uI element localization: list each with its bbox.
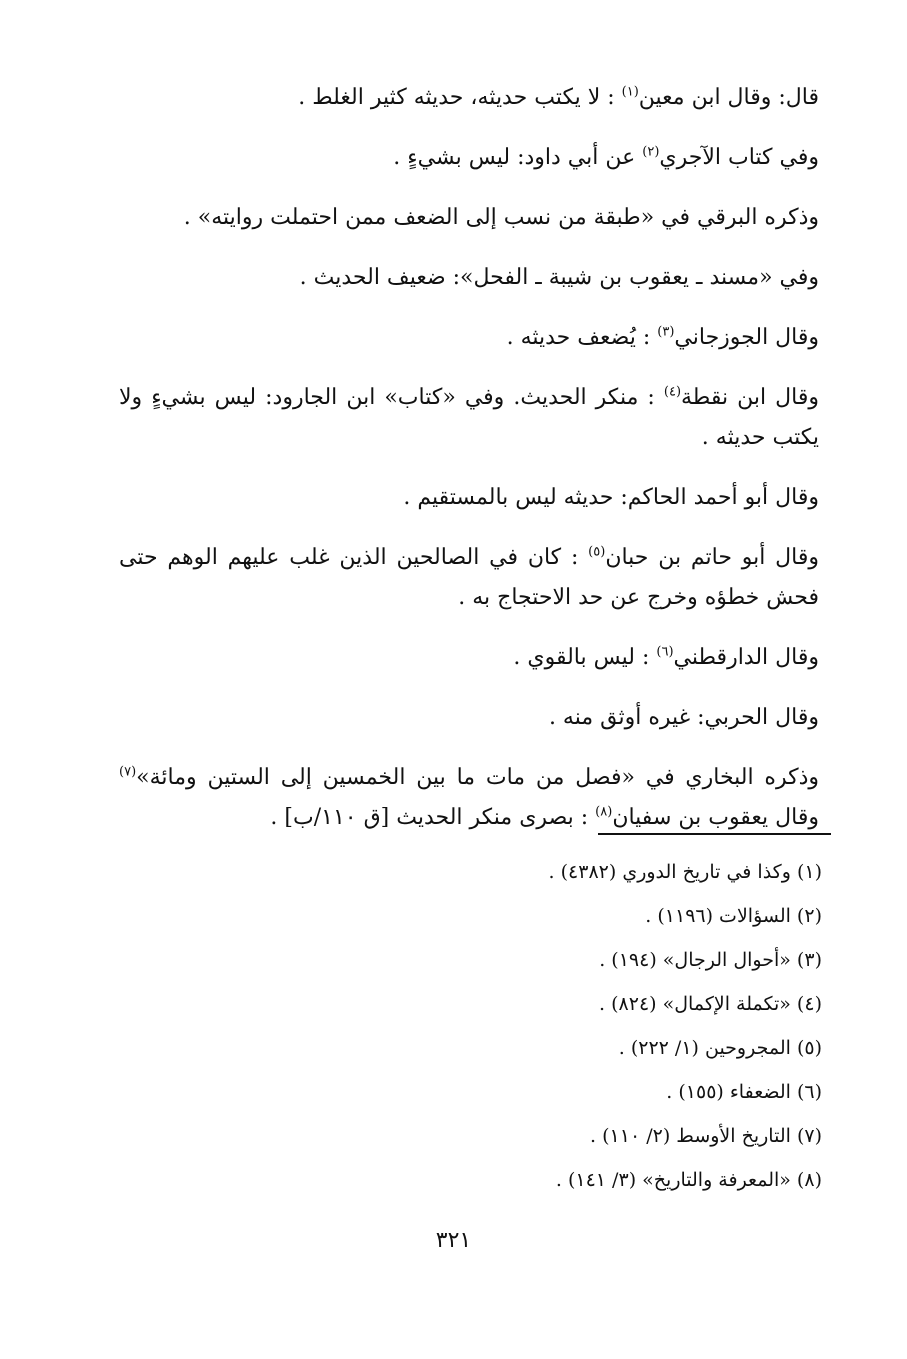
footnote-8: (٨) «المعرفة والتاريخ» (٣/ ١٤١) . (555, 1169, 822, 1191)
footnote-3: (٣) «أحوال الرجال» (١٩٤) . (599, 949, 822, 971)
text-run: : منكر الحديث. وفي «كتاب» ابن الجارود: ليس بشيءٍ ولا يكتب حديثه . (119, 385, 819, 450)
paragraph-ibn-maeen (119, 78, 819, 118)
footnote-4: (٤) «تكملة الإكمال» (٨٢٤) . (599, 993, 822, 1015)
footnote-divider (598, 833, 831, 835)
footnote-6: (٦) الضعفاء (١٥٥) . (666, 1081, 822, 1103)
text-run: وقال الجوزجاني (674, 325, 819, 350)
text-run: قال: وقال ابن معين (638, 85, 819, 110)
paragraph-daraqutni (119, 638, 819, 678)
footnote-ref-6[interactable]: (٦) (656, 644, 674, 660)
main-text (119, 78, 819, 858)
footnote-ref-3[interactable]: (٣) (657, 324, 675, 340)
text-run: : ليس بالقوي . (513, 645, 657, 670)
paragraph-ajurri (119, 138, 819, 178)
paragraph-ibn-nuqta (119, 378, 819, 458)
footnote-ref-1[interactable]: (١) (621, 84, 639, 100)
footnote-ref-4[interactable]: (٤) (663, 384, 682, 400)
text-run: : كان في الصالحين الذين غلب عليهم الوهم حتى فحش خطؤه وخرج عن حد الاحتجاج به . (119, 545, 819, 610)
text-run: عن أبي داود: ليس بشيءٍ . (393, 145, 643, 170)
paragraph-harbi: وقال الحربي: غيره أوثق منه . (548, 705, 819, 730)
footnote-2: (٢) السؤالات (١١٩٦) . (645, 905, 822, 927)
footnote-ref-2[interactable]: (٢) (642, 144, 660, 160)
footnote-1: (١) وكذا في تاريخ الدوري (٤٣٨٢) . (548, 861, 822, 883)
paragraph-barqi: وذكره البرقي في «طبقة من نسب إلى الضعف ممن احتملت روايته» . (183, 205, 819, 230)
text-run: : لا يكتب حديثه، حديثه كثير الغلط . (298, 85, 622, 110)
footnotes (402, 850, 822, 1202)
text-run: : بصرى منكر الحديث [ق ١١٠/ب] . (270, 805, 596, 830)
footnote-5: (٥) المجروحين (١/ ٢٢٢) . (618, 1037, 822, 1059)
text-run: وقال أبو حاتم بن حبان (605, 545, 819, 570)
footnote-ref-8[interactable]: (٨) (595, 804, 613, 820)
paragraph-ibn-hibban (119, 538, 819, 618)
page-number: ٣٢١ (435, 1228, 472, 1253)
paragraph-musnad: وفي «مسند ـ يعقوب بن شيبة ـ الفحل»: ضعيف الحديث . (299, 265, 819, 290)
footnote-7: (٧) التاريخ الأوسط (٢/ ١١٠) . (590, 1125, 822, 1147)
paragraph-hakim: وقال أبو أحمد الحاكم: حديثه ليس بالمستقيم . (403, 485, 819, 510)
paragraph-bukhari (119, 758, 819, 838)
text-run: وذكره البخاري في «فصل من مات ما بين الخمسين إلى الستين ومائة» (136, 765, 819, 790)
text-run: وقال الدارقطني (673, 645, 819, 670)
text-run: وقال يعقوب بن سفيان (612, 805, 819, 830)
footnote-ref-5[interactable]: (٥) (588, 544, 606, 560)
text-run: وقال ابن نقطة (681, 385, 819, 410)
text-run: وفي كتاب الآجري (659, 145, 819, 170)
footnote-ref-7[interactable]: (٧) (119, 764, 137, 780)
text-run: : يُضعف حديثه . (506, 325, 658, 350)
paragraph-juzjani (119, 318, 819, 358)
